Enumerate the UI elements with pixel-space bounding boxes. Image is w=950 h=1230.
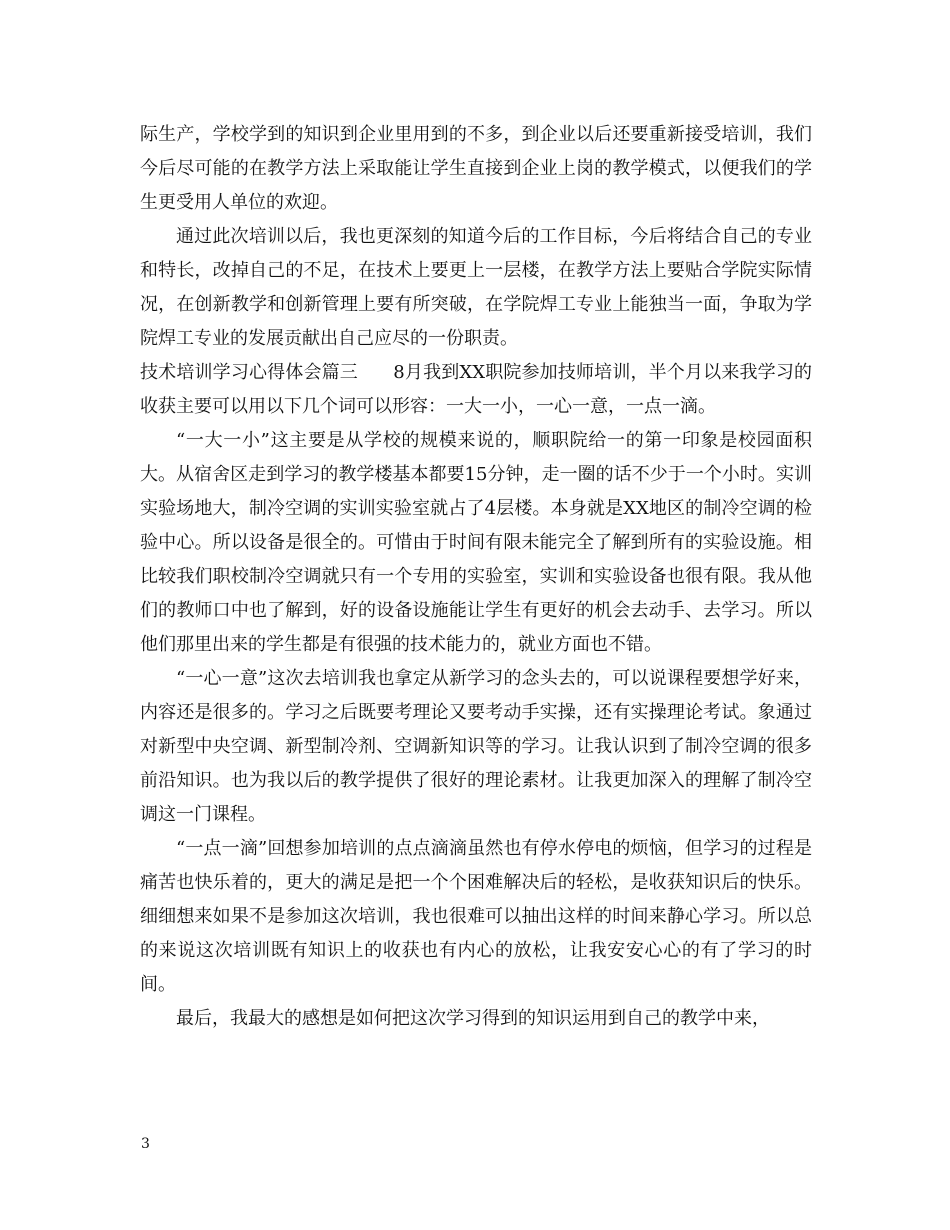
paragraph-6: “一点一滴”回想参加培训的点点滴滴虽然也有停水停电的烦恼，但学习的过程是痛苦也快乐着的，更大的满足是把一个个困难解决后的轻松，是收获知识后的快乐。细细想来如果不是参加这次培训，我也很难可以抽出这样的时间来静心学习。所以总的来说这次培训既有知识上的收获也有内心的放松，让我安安心心的有了学习的时间。 (140, 838, 812, 995)
paragraph-1: 际生产，学校学到的知识到企业里用到的不多，到企业以后还要重新接受培训，我们今后尽可能的在教学方法上采取能让学生直接到企业上岗的教学模式，以便我们的学生更受用人单位的欢迎。 (140, 124, 812, 213)
paragraph-4: “一大一小”这主要是从学校的规模来说的，顺职院给一的第一印象是校园面积大。从宿舍区走到学习的教学楼基本都要15分钟，走一圈的话不少于一个小时。实训实验场地大，制冷空调的实训实验室就占了4层楼。本身就是XX地区的制冷空调的检验中心。所以设备是很全的。可惜由于时间有限未能完全了解到所有的实验设施。相比较我们职校制冷空调就只有一个专用的实验室，实训和实验设备也很有限。我从他们的教师口中也了解到，好的设备设施能让学生有更好的机会去动手、去学习。所以他们那里出来的学生都是有很强的技术能力的，就业方面也不错。 (140, 430, 812, 655)
paragraph-7: 最后，我最大的感想是如何把这次学习得到的知识运用到自己的教学中来， (176, 1008, 770, 1029)
paragraph-5: “一心一意”这次去培训我也拿定从新学习的念头去的，可以说课程要想学好来，内容还是很多的。学习之后既要考理论又要考动手实操，还有实操理论考试。象通过对新型中央空调、新型制冷剂、空调新知识等的学习。让我认识到了制冷空调的很多前沿知识。也为我以后的教学提供了很好的理论素材。让我更加深入的理解了制冷空调这一门课程。 (140, 668, 812, 825)
paragraph-3-section-title: 技术培训学习心得体会篇三 8月我到XX职院参加技师培训，半个月以来我学习的收获主要可以用以下几个词可以形容：一大一小，一心一意，一点一滴。 (140, 362, 812, 417)
page-number: 3 (141, 1136, 150, 1152)
paragraph-2: 通过此次培训以后，我也更深刻的知道今后的工作目标，今后将结合自己的专业和特长，改掉自己的不足，在技术上要更上一层楼，在教学方法上要贴合学院实际情况，在创新教学和创新管理上要有所突破，在学院焊工专业上能独当一面，争取为学院焊工专业的发展贡献出自己应尽的一份职责。 (140, 226, 812, 349)
document-body (140, 118, 812, 1036)
